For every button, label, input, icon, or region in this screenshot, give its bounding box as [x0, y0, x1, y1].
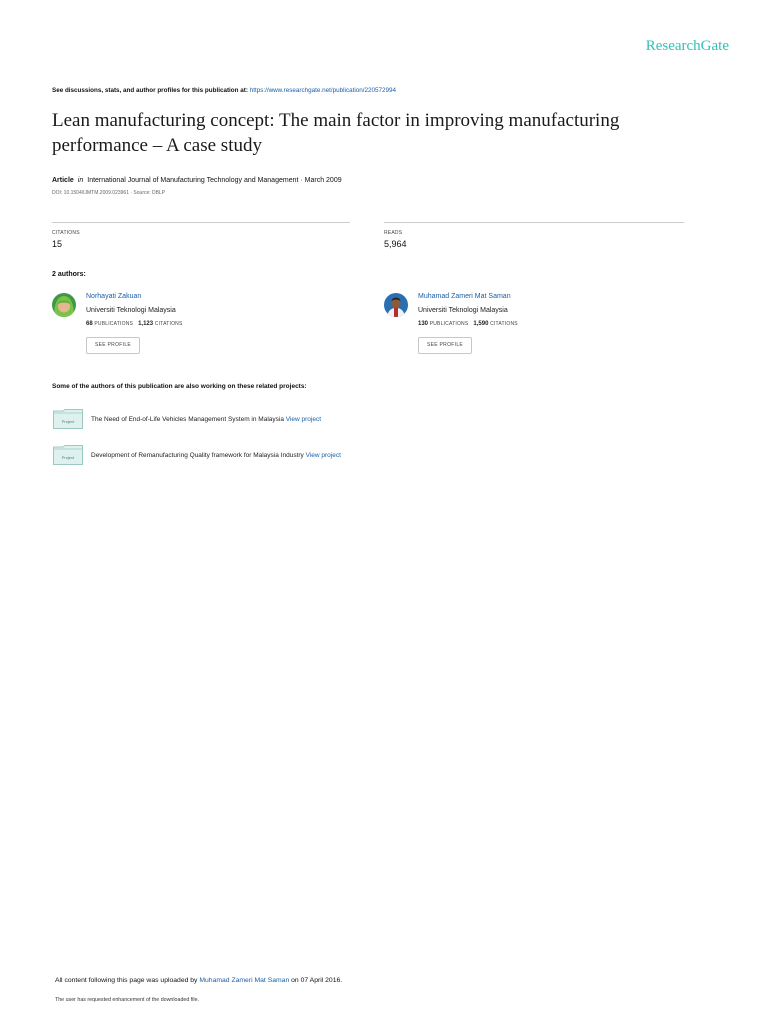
article-type-label: Article [52, 177, 74, 184]
author-1-name[interactable]: Norhayati Zakuan [86, 293, 142, 300]
project-folder-icon [53, 409, 83, 429]
uploaded-suffix: on 07 April 2016. [289, 977, 343, 984]
see-profile-button[interactable]: SEE PROFILE [418, 337, 472, 354]
svg-text:Project: Project [61, 419, 75, 424]
project-2-title: Development of Remanufacturing Quality framework for Malaysia Industry [91, 452, 304, 459]
see-profile-button[interactable]: SEE PROFILE [86, 337, 140, 354]
uploaded-note [55, 977, 342, 984]
author-2-name[interactable]: Muhamad Zameri Mat Saman [418, 293, 511, 300]
avatar[interactable] [52, 293, 76, 317]
uploader-link[interactable]: Muhamad Zameri Mat Saman [199, 977, 290, 984]
discussion-text: See discussions, stats, and author profiles for this publication at: [52, 87, 250, 94]
uploaded-prefix: All content following this page was uploaded by [55, 977, 200, 984]
reads-label: READS [384, 230, 403, 236]
researchgate-logo[interactable]: ResearchGate [645, 38, 729, 54]
enhancement-note: The user has requested enhancement of the downloaded file. [55, 997, 199, 1003]
reads-value: 5,964 [384, 239, 407, 249]
project-2 [91, 452, 341, 459]
divider-left [52, 222, 350, 223]
avatar-2-image [384, 293, 408, 317]
article-meta [52, 177, 342, 184]
project-1 [91, 416, 321, 423]
journal-name: International Journal of Manufacturing Technology and Management · March 2009 [87, 177, 342, 184]
project-1-title: The Need of End-of-Life Vehicles Management System in Malaysia [91, 416, 284, 423]
author-1-stats: 68 PUBLICATIONS 1,123 CITATIONS [86, 321, 183, 327]
view-project-link[interactable]: View project [285, 416, 322, 423]
project-folder-icon [53, 445, 83, 465]
doi-source: DOI: 10.1504/IJMTM.2009.023961 · Source: DBLP [52, 190, 166, 196]
authors-heading: 2 authors: [52, 271, 86, 278]
view-project-link[interactable]: View project [305, 452, 341, 459]
page-title: Lean manufacturing concept: The main factor in improving manufacturing performance – A case study [52, 110, 620, 156]
author-2-stats: 130 PUBLICATIONS 1,590 CITATIONS [418, 321, 518, 327]
author-1-institution: Universiti Teknologi Malaysia [86, 307, 176, 314]
svg-text:Project: Project [61, 455, 75, 460]
in-word: in [77, 177, 84, 184]
discussion-line [52, 87, 396, 94]
citations-label: CITATIONS [52, 230, 80, 236]
citations-value: 15 [52, 239, 63, 249]
author-2-institution: Universiti Teknologi Malaysia [418, 307, 508, 314]
avatar[interactable] [384, 293, 408, 317]
publication-url-link[interactable]: https://www.researchgate.net/publication/220572994 [249, 87, 397, 94]
related-projects-heading: Some of the authors of this publication are also working on these related projects: [52, 383, 307, 390]
divider-right [384, 222, 684, 223]
avatar-1-image [52, 293, 76, 317]
